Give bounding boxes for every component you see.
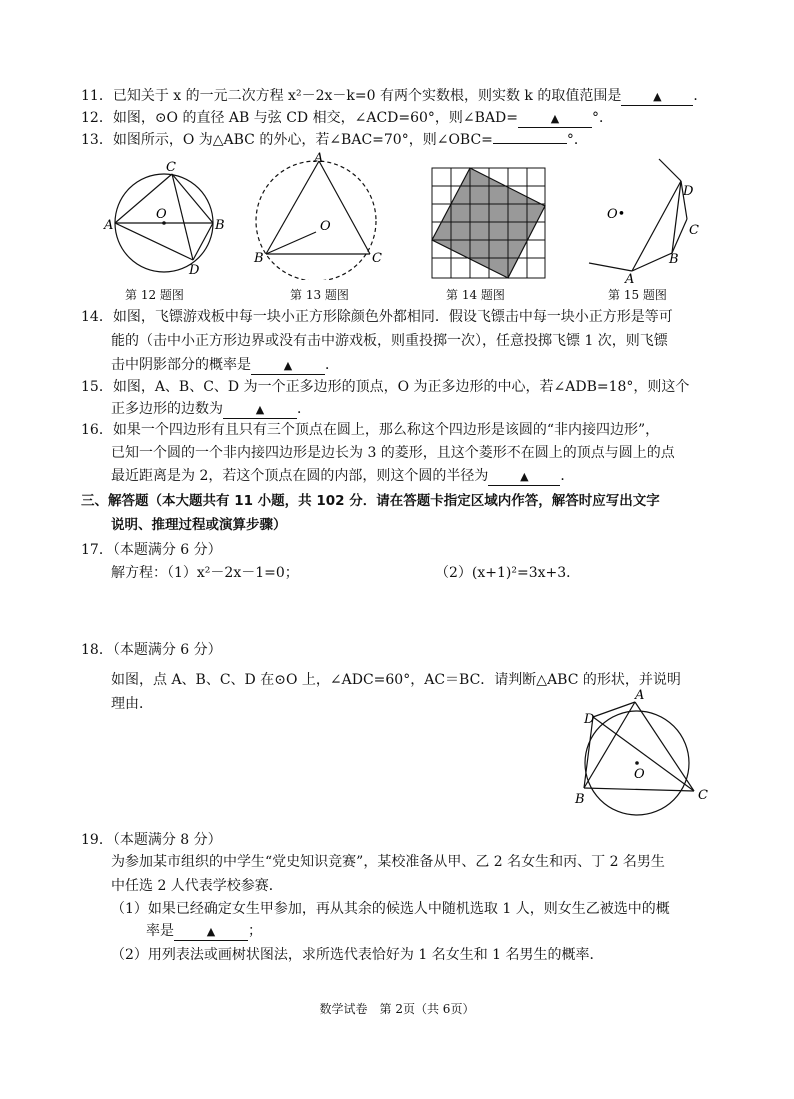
fig12-label-d: D — [189, 263, 200, 278]
fig18-label-b: B — [575, 792, 585, 807]
page-footer: 数学试卷 第 2页（共 6页） — [319, 1002, 475, 1016]
q19-line5: （2）用列表法或画树状图法，求所选代表恰好为 1 名女生和 1 名男生的概率． — [111, 947, 604, 963]
q15-line2: 正多边形的边数为 ▲ ． — [111, 401, 311, 417]
fig15-caption: 第 15 题图 — [608, 288, 667, 302]
q13-text: 13．如图所示，O 为△ABC 的外心，若∠BAC=70°，则∠OBC= — [81, 132, 493, 148]
fig18-label-d: D — [584, 712, 595, 727]
question-11: 11．已知关于 x 的一元二次方程 x²－2x－k=0 有两个实数根，则实数 k 的取值范围是 ▲ ． — [81, 88, 708, 104]
fig18-label-a: A — [635, 688, 645, 703]
fig18-label-c: C — [698, 788, 708, 803]
q14-answer-blank: ▲ — [251, 357, 325, 375]
figure-14 — [428, 164, 550, 282]
fig13-label-a: A — [314, 151, 324, 166]
q16-line1: 16．如果一个四边形有且只有三个顶点在圆上，那么称这个四边形是该圆的“非内接四边形”， — [81, 422, 660, 438]
q12-text: 12．如图，⊙O 的直径 AB 与弦 CD 相交，∠ACD=60°，则∠BAD= — [81, 110, 519, 126]
q19-line2: 中任选 2 人代表学校参赛． — [111, 878, 283, 894]
question-13: 13．如图所示，O 为△ABC 的外心，若∠BAC=70°，则∠OBC= °． — [81, 132, 588, 148]
q17-part2: （2）(x+1)²=3x+3． — [435, 565, 581, 581]
q16-line2: 已知一个圆的一个非内接四边形是边长为 3 的菱形，且这个菱形不在圆上的顶点与圆上的点 — [111, 445, 675, 461]
fig15-label-d: D — [683, 184, 694, 199]
fig15-label-a: A — [625, 272, 635, 283]
q14-line1: 14．如图，飞镖游戏板中每一块小正方形除颜色外都相同．假设飞镖击中每一块小正方形是等可 — [81, 309, 673, 325]
section3-heading: 三、解答题（本大题共有 11 小题，共 102 分．请在答题卡指定区域内作答，解答时应写出文字 — [81, 493, 660, 509]
fig12-label-b: B — [215, 218, 225, 233]
q19-answer-blank: ▲ — [174, 923, 248, 941]
q19-line1: 为参加某市组织的中学生“党史知识竞赛”，某校准备从甲、乙 2 名女生和丙、丁 2 名男生 — [111, 854, 665, 870]
fig13-label-o: O — [320, 219, 331, 234]
fig14-caption: 第 14 题图 — [446, 288, 505, 302]
q11-answer-blank: ▲ — [621, 88, 693, 106]
fig13-caption: 第 13 题图 — [290, 288, 349, 302]
figure-18 — [572, 685, 722, 817]
fig12-label-a: A — [104, 218, 114, 233]
fig18-label-o: O — [634, 767, 645, 782]
q14-line2: 能的（击中小正方形边界或没有击中游戏板，则重投掷一次），任意投掷飞镖 1 次，则飞镖 — [111, 333, 668, 349]
fig13-label-b: B — [254, 251, 264, 266]
q16-answer-blank: ▲ — [488, 468, 560, 486]
fig12-caption: 第 12 题图 — [125, 288, 184, 302]
q13-answer-blank — [493, 143, 567, 144]
q19-header: 19．（本题满分 8 分） — [81, 832, 222, 848]
figure-12 — [100, 155, 230, 280]
figure-15 — [585, 155, 710, 283]
q17-part1: 解方程：（1）x²－2x－1=0； — [111, 565, 299, 581]
q19-line4: 率是 ▲ ； — [146, 923, 262, 939]
q15-line1: 15．如图，A、B、C、D 为一个正多边形的顶点，O 为正多边形的中心，若∠ADB=18°，则这个 — [81, 379, 690, 395]
fig12-label-o: O — [156, 207, 167, 222]
fig15-label-o: O• — [607, 207, 626, 222]
fig15-label-c: C — [689, 223, 699, 238]
q18-line1: 如图，点 A、B、C、D 在⊙O 上，∠ADC=60°，AC＝BC．请判断△ABC 的形状，并说明 — [111, 672, 681, 688]
question-12: 12．如图，⊙O 的直径 AB 与弦 CD 相交，∠ACD=60°，则∠BAD= ▲ °． — [81, 110, 614, 126]
fig15-label-b: B — [669, 252, 679, 267]
q14-line3: 击中阴影部分的概率是 ▲ ． — [111, 357, 339, 373]
q18-header: 18．（本题满分 6 分） — [81, 642, 222, 658]
q19-line3: （1）如果已经确定女生甲参加，再从其余的候选人中随机选取 1 人，则女生乙被选中的概 — [111, 901, 670, 917]
section3-heading-line2: 说明、推理过程或演算步骤） — [111, 517, 287, 533]
q16-line3: 最近距离是为 2，若这个顶点在圆的内部，则这个圆的半径为 ▲ ． — [111, 468, 575, 484]
q11-text: 11．已知关于 x 的一元二次方程 x²－2x－k=0 有两个实数根，则实数 k 的取值范围是 — [81, 88, 622, 104]
fig12-label-c: C — [166, 160, 176, 175]
fig13-label-c: C — [372, 251, 382, 266]
q17-header: 17．（本题满分 6 分） — [81, 542, 222, 558]
q15-answer-blank: ▲ — [223, 401, 297, 419]
figure-13 — [248, 150, 383, 280]
q12-answer-blank: ▲ — [518, 110, 592, 128]
q18-line2: 理由． — [111, 696, 153, 712]
